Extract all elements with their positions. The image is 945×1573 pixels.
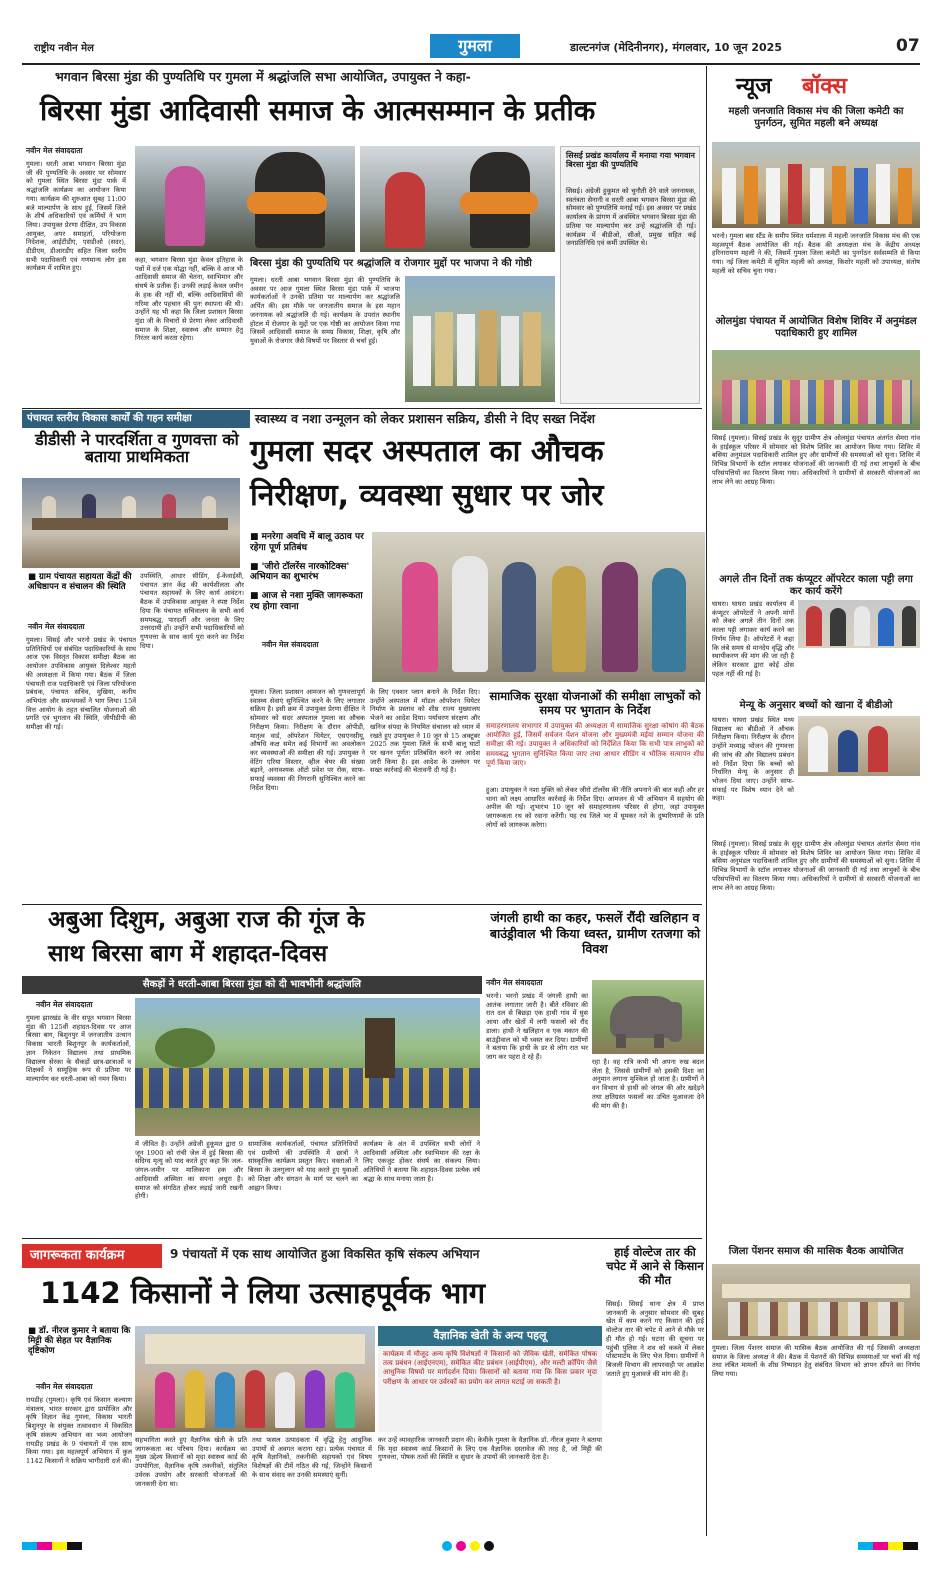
bullet-icon: ■ xyxy=(250,532,262,542)
hospital-kicker: स्वास्थ्य व नशा उन्मूलन को लेकर प्रशासन सक्रिय, डीसी ने दिए सख्त निर्देश xyxy=(255,411,596,426)
lead-photo-1 xyxy=(135,146,355,252)
bullet-icon: ■ xyxy=(250,561,262,572)
agri-box xyxy=(378,1326,602,1432)
agri-text-3: तथा फसल उत्पादकता में वृद्धि हेतु आधुनिक उपायों से अवगत कराना रहा। प्रत्येक पंचायत में कृषि वैज्ञानिकों, तकनीकी सहायकों एवं विषय विशेषज्ञों की टीमें गठित की गईं, जिन्होंने किसानों के साथ संवाद कर उनकी समस्याएं सुनीं। xyxy=(252,1436,372,1479)
agri-sub xyxy=(28,1326,132,1357)
abua-text-3: सामाजिक कार्यकर्ताओं, पंचायत प्रतिनिधियों एवं ग्रामीणों की उपस्थिति में छात्रों ने सांस्कृतिक कार्यक्रम प्रस्तुत किए। वक्ताओं ने बिरसा के उलगुलान को याद करते हुए युवाओं को शिक्षा और संगठन के मार्ग पर चलने का आह्वान किया। xyxy=(248,1140,358,1192)
agri-text-2: सहभागिता करते हुए वैज्ञानिक खेती के प्रति जागरूकता का परिचय दिया। कार्यक्रम का मुख्य उद्देश्य किसानों को मृदा स्वास्थ्य कार्ड की उपयोगिता, वैज्ञानिक कृषि तकनीकों, संतुलित उर्वरक उपयोग और सरकारी योजनाओं की जानकारी देना था। xyxy=(135,1436,247,1488)
lead-photo-2 xyxy=(360,146,555,252)
news-box-photo-5 xyxy=(712,1264,920,1340)
dateline: डाल्टनगंज (मेदिनीनगर), मंगलवार, 10 जून 2025 xyxy=(570,41,782,54)
panchayat-byline: नवीन मेल संवाददाता xyxy=(28,622,85,631)
mid-rule xyxy=(22,904,702,905)
elephant-text: भरनो। भरनो प्रखंड में जंगली हाथी का आतंक लगातार जारी है। बीते रविवार की रात दल से बिछड़ा एक हाथी गांव में घुस आया और खेतों में लगी फसलों को रौंद डाला। हाथी ने खलिहान व एक मकान की बाउंड्रीवाल को भी ध्वस्त कर दिया। ग्रामीणों ने बताया कि हाथी के डर से लोग रात भर जाग कर पहरा दे रहे हैं। xyxy=(486,992,588,1061)
abua-text-4: कार्यक्रम के अंत में उपस्थित सभी लोगों ने आदिवासी अस्मिता और स्वाभिमान की रक्षा के लिए एकजुट होकर संघर्ष का संकल्प लिया। अतिथियों ने बताया कि शहादत-दिवस प्रत्येक वर्ष श्रद्धा के साथ मनाया जाता है। xyxy=(363,1140,480,1183)
bjp-photo xyxy=(405,276,555,402)
abua-headline-2: साथ बिरसा बाग में शहादत-दिवस xyxy=(48,941,328,967)
news-box-t3b xyxy=(712,690,920,691)
elephant-headline: जंगली हाथी का कहर, फसलें रौंदी खलिहान व बाउंड्रीवाल भी किया ध्वस्त, ग्रामीण रतजगा को विवश xyxy=(489,910,701,957)
social-text: समाहरणालय सभागार में उपायुक्त की अध्यक्षता में सामाजिक सुरक्षा कोषांग की बैठक आयोजित हुई, जिसमें सर्वजन पेंशन योजना और मुख्यमंत्री मईयां सम्मान योजना की समीक्षा की गई। उपायुक्त ने अधिकारियों को निर्देशित किया कि सभी पात्र लाभुकों को समयबद्ध भुगतान सुनिश्चित किया जाए तथा आधार सीडिंग व भौतिक सत्यापन शीघ्र पूर्ण किया जाए। xyxy=(486,722,704,767)
news-box-t5: गुमला। जिला पेंशनर समाज की मासिक बैठक आयोजित की गई जिसकी अध्यक्षता समाज के जिला अध्यक्ष ने की। बैठक में पेंशनरों की विभिन्न समस्याओं पर चर्चा की गई तथा लंबित मामलों के शीघ्र निष्पादन हेतु संबंधित विभाग को ज्ञापन सौंपने का निर्णय लिया गया। xyxy=(712,1344,920,1379)
lead-bottom-rule xyxy=(22,408,702,409)
agri-kicker: 9 पंचायतों में एक साथ आयोजित हुआ विकसित कृषि संकल्प अभियान xyxy=(170,1247,480,1261)
agri-text-4: कर उन्हें व्यावहारिक जानकारी प्रदान की। केवीके गुमला के वैज्ञानिक डॉ. नीरज कुमार ने बताया कि मृदा स्वास्थ्य कार्ड किसानों के लिए एक वैज्ञानिक दस्तावेज की तरह है, जो मिट्टी की गुणवत्ता, पोषक तत्वों की स्थिति व सुधार के उपायों की जानकारी देता है। xyxy=(378,1436,602,1462)
abua-headline-1: अबुआ दिशुम, अबुआ राज की गूंज के xyxy=(48,907,365,933)
panchayat-photo xyxy=(22,478,240,568)
bjp-headline: बिरसा मुंडा की पुण्यतिथि पर श्रद्धांजलि व रोजगार मुद्दों पर भाजपा ने की गोष्ठी xyxy=(250,258,532,269)
lead-text-col1: गुमला। धरती आबा भगवान बिरसा मुंडा जी की पुण्यतिथि के अवसर पर सोमवार को गुमला स्थित बिरसा मुंडा पार्क में श्रद्धांजलि कार्यक्रम का आयोजन किया गया। कार्यक्रम की शुरुआत सुबह 11:00 बजे माल्यार्पण के साथ हुई, जिसमें जिले के शीर्ष अधिकारियों एवं कर्मियों ने भाग लिया। उपायुक्त प्रेरणा दीक्षित, उप विकास आयुक्त, अपर समाहर्ता, परियोजना निदेशक, आईटीडीए, एसडीओ (सदर), डीडीएम, डीआरडीए सहित जिला स्तरीय सभी पदाधिकारी एवं गणमान्य लोग इस कार्यक्रम में शामिल हुए। xyxy=(26,160,126,273)
abua-banner: सैकड़ों ने धरती-आबा बिरसा मुंडा को दी भावभीनी श्रद्धांजलि xyxy=(22,976,482,994)
hightension-headline: हाई वोल्टेज तार की चपेट में आने से किसान की मौत xyxy=(606,1245,704,1287)
news-box-h2: ओलमुंडा पंचायत में आयोजित विशेष शिविर में अनुमंडल पदाधिकारी हुए शामिल xyxy=(715,316,917,339)
news-box-h4: मेन्यू के अनुसार बच्चों को खाना दें बीडीओ xyxy=(739,700,893,711)
masthead-rule xyxy=(22,63,920,65)
hospital-headline-2: निरीक्षण, व्यवस्था सुधार पर जोर xyxy=(250,478,604,513)
bullet-icon: ■ xyxy=(250,591,262,602)
elephant-byline: नवीन मेल संवाददाता xyxy=(486,978,543,987)
news-box-photo-2 xyxy=(712,350,920,430)
hospital-bullet-2: ■ 'जीरो टॉलरेंस नारकोटिक्स' अभियान का शुभारंभ xyxy=(250,561,350,583)
page-number: 07 xyxy=(896,36,920,56)
panchayat-text: गुमला। सिसई और भरनो प्रखंड के पंचायत प्रतिनिधियों एवं संबंधित पदाधिकारियों के साथ आज एक विस्तृत विकास समीक्षा बैठक का आयोजन उपविकास आयुक्त दिलेश्वर महतो की अध्यक्षता में किया गया। बैठक में जिला पंचायती राज पदाधिकारी एवं जिला परियोजना प्रबंधक, पंचायत सचिव, मुखिया, कनीय अभियंता और समन्वयकों ने भाग लिया। 15वें वित्त आयोग के तहत संचालित योजनाओं की प्रगति एवं भुगतान की स्थिति, जीपीडीपी की समीक्षा की गई। xyxy=(26,636,136,732)
news-box-t2: सिसई (गुमला)। सिसई प्रखंड के सुदूर ग्रामीण क्षेत्र ओलमुंडा पंचायत अंतर्गत सेमरा गांव के हाईस्कूल परिसर में सोमवार को विशेष शिविर का आयोजन किया गया। शिविर में बसिया अनुमंडल पदाधिकारी शामिल हुए और ग्रामीणों की समस्याओं को सुना। शिविर में विभिन्न विभागों के स्टॉल लगाकर योजनाओं की जानकारी दी गई तथा लाभुकों के बीच परिसंपत्तियों का वितरण किया गया। अधिकारियों ने ग्रामीणों से सरकारी योजनाओं का लाभ लेने का आग्रह किया। xyxy=(712,434,920,486)
news-box-t4: घाघरा। घाघरा प्रखंड स्थित मध्य विद्यालय का बीडीओ ने औचक निरीक्षण किया। निरीक्षण के दौरान उन्होंने मध्याह्न भोजन की गुणवत्ता की जांच की और विद्यालय प्रबंधन को निर्देश दिया कि बच्चों को निर्धारित मेन्यू के अनुसार ही भोजन दिया जाए। उन्होंने साफ-सफाई पर विशेष ध्यान देने को कहा। xyxy=(712,716,794,803)
bullet-icon: ■ xyxy=(28,572,39,582)
news-box-h1: महली जनजाति विकास मंच की जिला कमेटी का पुनर्गठन, सुमित महली बने अध्यक्ष xyxy=(728,106,904,129)
news-box-t3: घाघरा। घाघरा प्रखंड कार्यालय में कंप्यूटर ऑपरेटरों ने अपनी मांगों को लेकर अगले तीन दिनों तक काला पट्टी लगाकर कार्य करने का निर्णय लिया है। ऑपरेटरों ने कहा कि लंबे समय से मानदेय वृद्धि और स्थायीकरण की मांग की जा रही है लेकिन सरकार द्वारा कोई ठोस पहल नहीं की गई है। xyxy=(712,600,794,678)
lead-text-col2: कहा, भगवान बिरसा मुंडा केवल इतिहास के पन्नों में दर्ज एक योद्धा नहीं, बल्कि वे आज भी आदिवासी समाज की चेतना, स्वाभिमान और संघर्ष के प्रतीक हैं। उनकी लड़ाई केवल जमीन के हक की नहीं थी, बल्कि आदिवासियों की गरिमा और पहचान की पुनः स्थापना की थी। उन्होंने यह भी कहा कि जिला प्रशासन बिरसा मुंडा जी के विचारों से प्रेरणा लेकर आदिवासी समाज के शिक्षा, स्वास्थ्य और सम्मान हेतु निरंतर कार्य करता रहेगा। xyxy=(135,256,243,343)
news-box-photo-4 xyxy=(798,716,920,776)
bullet-icon: ■ xyxy=(28,1326,39,1336)
agri-text: रायडीह (गुमला)। कृषि एवं किसान कल्याण मंत्रालय, भारत सरकार द्वारा प्रायोजित और कृषि विज्ञान केंद्र गुमला, विकास भारती बिशुनपुर के संयुक्त तत्वावधान में विकसित कृषि संकल्प अभियान का भव्य आयोजन रायडीह प्रखंड के 9 पंचायतों में एक साथ किया गया। इस महत्वपूर्ण अभियान में कुल 1142 किसानों ने सक्रिय भागीदारी दर्ज की। xyxy=(26,1396,132,1465)
hightension-text: सिसई। सिसई थाना क्षेत्र में प्राप्त जानकारी के अनुसार सोमवार की सुबह खेत में काम करने गए किसान की हाई वोल्टेज तार की चपेट में आने से मौके पर ही मौत हो गई। घटना की सूचना पर पहुंची पुलिस ने शव को कब्जे में लेकर पोस्टमार्टम के लिए भेज दिया। ग्रामीणों ने बिजली विभाग की लापरवाही पर आक्रोश जताते हुए मुआवजे की मांग की है। xyxy=(606,1300,704,1378)
registration-bar xyxy=(22,1540,920,1552)
abua-photo xyxy=(135,998,480,1136)
social-headline: सामाजिक सुरक्षा योजनाओं की समीक्षा लाभुकों को समय पर भुगतान के निर्देश xyxy=(489,689,701,717)
news-box-t1: भरनो। गुमला बस स्टैंड के समीप स्थित धर्मशाला में महली जनजाति विकास मंच की एक महत्वपूर्ण बैठक आयोजित की गई। बैठक की अध्यक्षता मंच के केंद्रीय अध्यक्ष हरिनारायण महली ने की, जिसमें गुमला जिला कमेटी का पुनर्गठन सर्वसम्मति से किया गया। नई जिला कमेटी में सुमित महली को अध्यक्ष, किशोर महली को उपाध्यक्ष, संतोष महली को सचिव चुना गया। xyxy=(712,232,920,275)
hospital-text-2: के लिए एक्शन प्लान बनाने के निर्देश दिए। उन्होंने अस्पताल में मॉडल ऑपरेशन थियेटर निर्माण के प्रस्ताव को शीघ्र राज्य मुख्यालय भेजने का आदेश दिया। पर्यावरण संरक्षण और खनिज संपदा के नियमित संचालन को ध्यान में रखते हुए उपायुक्त ने 10 जून से 15 अक्टूबर 2025 तक गुमला जिले के सभी बालू घाटों पर खनन पूर्णतः प्रतिबंधित करने का आदेश जारी किया है। इस आदेश के उल्लंघन पर सख्त कार्रवाई की चेतावनी दी गई है। xyxy=(370,688,480,775)
hospital-byline: नवीन मेल संवाददाता xyxy=(262,640,319,649)
bjp-text: गुमला। धरती आबा भगवान बिरसा मुंडा की पुण्यतिथि के अवसर पर आज गुमला स्थित बिरसा मुंडा पार्क में भाजपा कार्यकर्ताओं ने उनकी प्रतिमा पर माल्यार्पण कर श्रद्धांजलि अर्पित की। इस मौके पर जनजातीय समाज के इस महान जननायक को श्रद्धांजलि दी गई। कार्यक्रम के उपरांत स्थानीय होटल में रोजगार के मुद्दों पर एक गोष्ठी का आयोजन किया गया जिसमें आदिवासी समाज के समग्र विकास, शिक्षा, कृषि और युवाओं के रोजगार जैसे विषयों पर विस्तार से चर्चा हुई। xyxy=(250,276,400,345)
agri-box-title: वैज्ञानिक खेती के अन्य पहलू xyxy=(378,1326,602,1346)
panchayat-bullet xyxy=(28,572,136,592)
news-box-t4-cont: सिसई (गुमला)। सिसई प्रखंड के सुदूर ग्रामीण क्षेत्र ओलमुंडा पंचायत अंतर्गत सेमरा गांव के हाईस्कूल परिसर में सोमवार को विशेष शिविर का आयोजन किया गया। शिविर में बसिया अनुमंडल पदाधिकारी शामिल हुए और ग्रामीणों की समस्याओं को सुना। शिविर में विभिन्न विभागों के स्टॉल लगाकर योजनाओं की जानकारी दी गई तथा लाभुकों के बीच परिसंपत्तियों का वितरण किया गया। अधिकारियों ने ग्रामीणों से सरकारी योजनाओं का लाभ लेने का आग्रह किया। xyxy=(712,840,920,892)
news-box-title-a: न्यूज xyxy=(736,74,772,99)
abua-text: गुमला झारखंड के वीर सपूत भगवान बिरसा मुंडा की 125वीं शहादत-दिवस पर आज बिरसा बाग, बिशुनपुर में जनजातीय उत्थान विकास भारती बिशुनपुर के कार्यकर्ताओं, ज्ञान निकेतन विद्यालय तथा प्राथमिक विद्यालय सेरका के सैकड़ों छात्र-छात्राओं व शिक्षकों ने सामूहिक रूप से प्रतिमा पर माल्यार्पण कर धरती-आबा को नमन किया। xyxy=(26,1014,131,1083)
lead-kicker: भगवान बिरसा मुंडा की पुण्यतिथि पर गुमला में श्रद्धांजलि सभा आयोजित, उपायुक्त ने कहा- xyxy=(55,69,471,84)
hospital-photo xyxy=(372,532,705,682)
right-column-rule xyxy=(706,66,707,1536)
news-box-photo-1 xyxy=(712,142,920,228)
caption-box xyxy=(560,146,700,404)
hospital-text: गुमला। जिला प्रशासन आमजन को गुणवत्तापूर्ण स्वास्थ्य सेवाएं सुनिश्चित करने के लिए लगातार सक्रिय है। इसी क्रम में उपायुक्त प्रेरणा दीक्षित ने सोमवार को सदर अस्पताल गुमला का औचक निरीक्षण किया। निरीक्षण के दौरान ओपीडी, मातृत्व वार्ड, ऑपरेशन थियेटर, एसएनसीयू, औषधि कक्ष समेत कई विभागों का अवलोकन कर व्यवस्थाओं की समीक्षा की गई। उपायुक्त ने वेटिंग एरिया विस्तार, व्हील चेयर की संख्या बढ़ाने, अनावश्यक ऑटो प्रवेश पर रोक, साफ-सफाई व्यवस्था की निगरानी सुनिश्चित करने का निर्देश दिया। xyxy=(250,688,365,792)
panchayat-bullet-text: ग्राम पंचायत सहायता केंद्रों की अधिष्ठापन व संचालन की स्थिति xyxy=(28,572,132,593)
news-box-h3: अगले तीन दिनों तक कंप्यूटर ऑपरेटर काला पट्टी लगा कर कार्य करेंगे xyxy=(719,574,913,597)
panchayat-banner: पंचायत स्तरीय विकास कार्यों की गहन समीक्षा xyxy=(22,410,250,428)
lead-byline: नवीन मेल संवाददाता xyxy=(26,146,83,155)
news-box-header xyxy=(712,68,920,102)
news-box-title-b: बॉक्स xyxy=(802,74,847,99)
hospital-bullet-1: ■ मनरेगा अवधि में बालू उठाव पर रहेगा पूर्ण प्रतिबंध xyxy=(250,532,364,553)
panchayat-text-2: उपस्थिति, आधार सीडिंग, ई-केवाईसी, पंचायत ज्ञान केंद्र की कार्यशीलता और पंचायत सहायकों के लिए कार्य आवंटन। बैठक में उपविकास आयुक्त ने स्पष्ट निर्देश दिया कि पंचायत सचिवालय के सभी कार्य समयबद्ध, पारदर्शी और जनता के लिए उत्तरदायी हों। उन्होंने सभी पदाधिकारियों को गुणवत्ता के साथ कार्य पूरा करने का निर्देश दिया। xyxy=(140,572,244,650)
masthead xyxy=(22,32,922,62)
caption-box-text: सिसई। अंग्रेजी हुकूमत को चुनौती देने वाले जननायक, स्वतंत्रता सेनानी व धरती आबा भगवान बिरसा मुंडा की सोमवार को पुण्यतिथि मनाई गई। इस अवसर पर प्रखंड कार्यालय के प्रांगण में अवस्थित भगवान बिरसा मुंडा की प्रतिमा पर माल्यार्पण कर उन्हें श्रद्धांजलि दी गई। कार्यक्रम में बीडीओ, सीओ, प्रमुख सहित कई जनप्रतिनिधि एवं कर्मी उपस्थित थे। xyxy=(566,187,696,248)
agri-photo xyxy=(135,1326,375,1432)
agri-sub-text: डॉ. नीरज कुमार ने बताया कि मिट्टी की सेहत पर वैज्ञानिक दृष्टिकोण xyxy=(28,1326,131,1357)
hospital-bullets xyxy=(250,532,368,613)
hospital-bullet-3: ■ आज से नशा मुक्ति जागरूकता रथ होगा रवाना xyxy=(250,591,363,612)
abua-text-2: में जीवित है। उन्होंने अंग्रेजी हुकूमत द्वारा 9 जून 1900 को रांची जेल में हुई बिरसा की संदिग्ध मृत्यु को याद करते हुए कहा कि जल-जंगल-जमीन पर मालिकाना हक और आदिवासी अस्मिता का सपना अधूरा है। समाज को संगठित होकर लड़ाई जारी रखनी होगी। xyxy=(135,1140,243,1201)
agri-byline: नवीन मेल संवाददाता xyxy=(36,1382,93,1391)
news-box-h5: जिला पेंशनर समाज की मासिक बैठक आयोजित xyxy=(728,1246,904,1257)
agri-tag: जागरूकता कार्यक्रम xyxy=(22,1244,162,1268)
hospital-headline-1: गुमला सदर अस्पताल का औचक xyxy=(250,434,604,469)
caption-box-title: सिसई प्रखंड कार्यालय में मनाया गया भगवान बिरसा मुंडा की पुण्यतिथि xyxy=(566,151,695,170)
elephant-text-2: रहा है। वह रात्रि कभी भी अपना रुख बदल लेता है, जिससे ग्रामीणों को इसकी दिशा का अनुमान लगाना मुश्किल हो जाता है। ग्रामीणों ने वन विभाग से हाथी को जंगल की ओर खदेड़ने तथा क्षतिग्रस्त फसलों का उचित मुआवजा देने की मांग की है। xyxy=(592,1058,704,1110)
news-box-photo-3 xyxy=(798,600,920,648)
social-text-2: हुआ। उपायुक्त ने नशा मुक्ति को लेकर जीरो टॉलरेंस की नीति अपनाने की बात कही और हर थाना को लक्ष्य आधारित कार्रवाई के निर्देश दिए। आमजन से भी अभियान में सहयोग की अपील की गई। शुभारंभ 10 जून को समाहरणालय परिसर से होगा, जहां उपायुक्त जागरूकता रथ को रवाना करेंगी। यह रथ जिले भर में घूमकर नशे के दुष्परिणामों के प्रति लोगों को जागरूक करेगा। xyxy=(486,786,704,829)
paper-name: राष्ट्रीय नवीन मेल xyxy=(34,43,94,54)
panchayat-headline: डीडीसी ने पारदर्शिता व गुणवत्ता को बताया प्राथमिकता xyxy=(35,430,239,466)
section-tag: गुमला xyxy=(430,34,520,58)
agri-box-text: कार्यक्रम में मौजूद अन्य कृषि विशेषज्ञों ने किसानों को जैविक खेती, समेकित पोषक तत्व प्रबंधन (आईएनएम), समेकित कीट प्रबंधन (आईपीएम), और मल्टी क्रॉपिंग जैसे आधुनिक विषयों पर मार्गदर्शन दिया। किसानों को बताया गया कि किस प्रकार मृदा परीक्षण के आधार पर उर्वरकों का प्रयोग कर लागत घटाई जा सकती है। xyxy=(383,1350,597,1386)
elephant-photo xyxy=(592,980,704,1054)
lower-rule xyxy=(22,1238,702,1239)
lead-headline: बिरसा मुंडा आदिवासी समाज के आत्मसम्मान के प्रतीक xyxy=(40,94,596,127)
agri-headline: 1142 किसानों ने लिया उत्साहपूर्वक भाग xyxy=(40,1276,486,1310)
abua-byline: नवीन मेल संवाददाता xyxy=(36,1000,93,1009)
